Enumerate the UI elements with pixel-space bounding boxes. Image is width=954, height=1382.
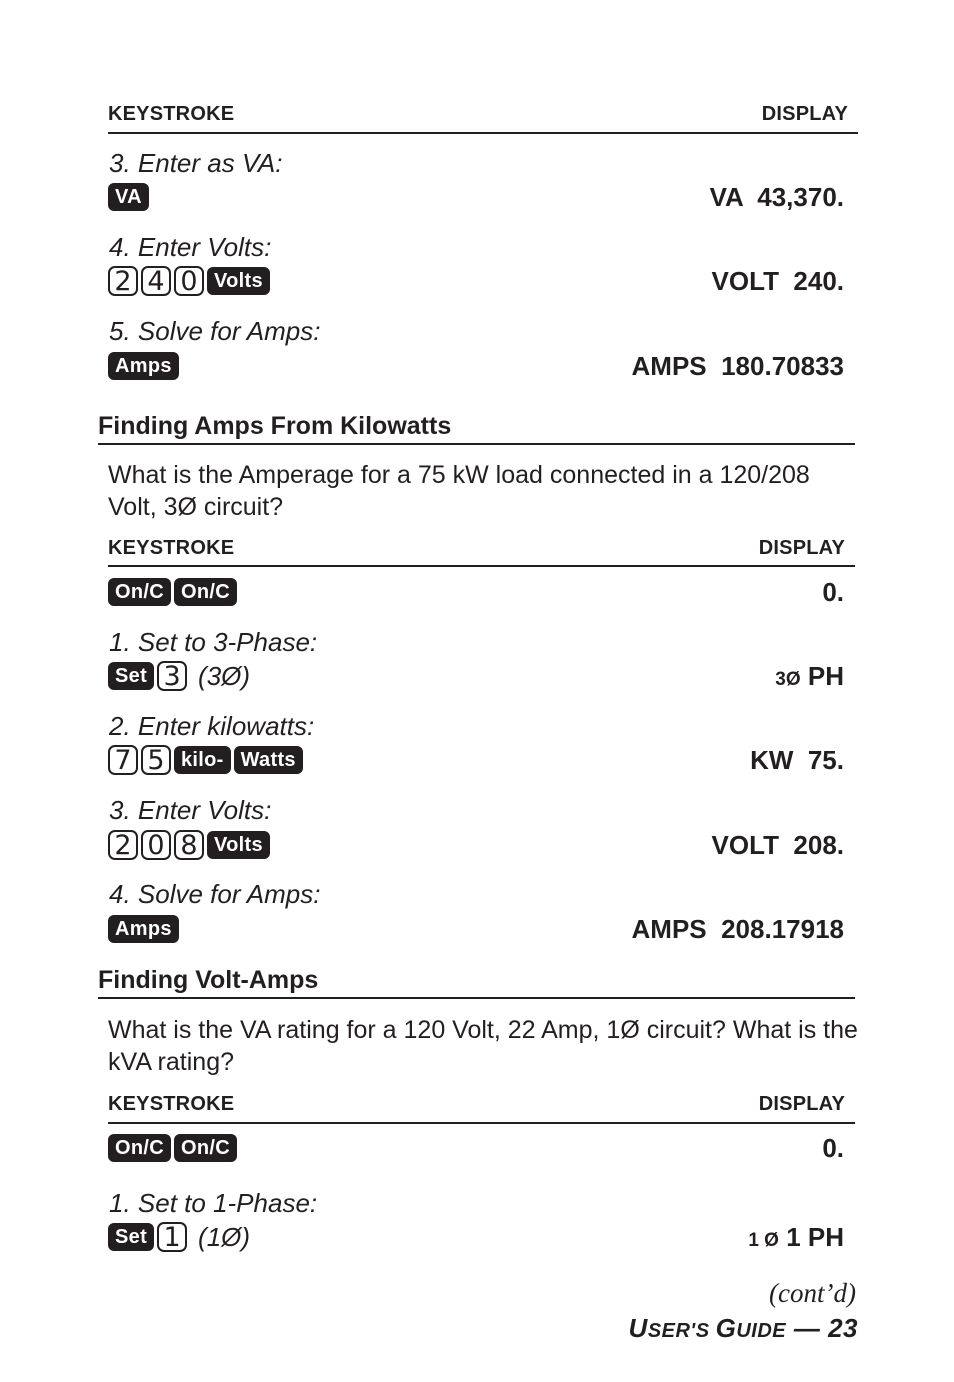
divider (108, 565, 855, 567)
on-c-key: On/C (108, 1134, 171, 1162)
divider (98, 443, 855, 445)
digit-key: 3 (157, 661, 187, 691)
digit-key: 5 (141, 745, 171, 775)
question-text: What is the Amperage for a 75 kW load connected in a 120/208 Volt, 3Ø circuit? (108, 461, 810, 521)
guide-u: U (628, 1313, 648, 1343)
volts-key: Volts (207, 267, 270, 295)
keystroke-label: KEYSTROKE (108, 103, 235, 125)
phase-note: (1Ø) (198, 1221, 251, 1252)
table-header (108, 1093, 845, 1116)
keystroke-row (108, 350, 179, 382)
amps-key: Amps (108, 352, 179, 380)
set-key: Set (108, 1223, 154, 1251)
question-text: What is the VA rating for a 120 Volt, 22 Amp, 1Ø circuit? What is the kVA rating? (108, 1016, 858, 1076)
display-value: 0. (822, 1133, 844, 1163)
guide-uide: UIDE (736, 1320, 787, 1342)
on-c-key: On/C (174, 578, 237, 606)
digit-key: 2 (108, 830, 138, 860)
keystroke-row (108, 1221, 250, 1253)
page-footer (629, 1313, 858, 1344)
guide-g: G (715, 1313, 737, 1343)
display-value: VOLT 208. (711, 830, 844, 860)
keystroke-row (108, 576, 237, 608)
keystroke-row (108, 660, 250, 692)
keystroke-row (108, 181, 149, 213)
digit-key: 0 (174, 266, 204, 296)
step-text: 1. Set to 3-Phase: (109, 627, 318, 657)
display-value (748, 1222, 844, 1256)
table-header (108, 537, 845, 560)
keystroke-row (108, 913, 179, 945)
display-label: DISPLAY (758, 1093, 845, 1115)
digit-key: 8 (174, 830, 204, 860)
digit-key: 1 (157, 1222, 187, 1252)
step-text: 3. Enter Volts: (109, 795, 272, 825)
keystroke-row (108, 265, 270, 297)
volts-key: Volts (207, 831, 270, 859)
digit-key: 7 (108, 745, 138, 775)
keystroke-label: KEYSTROKE (108, 1093, 235, 1115)
keystroke-row (108, 744, 303, 776)
digit-key: 2 (108, 266, 138, 296)
display-value (775, 661, 844, 695)
display-value: KW 75. (750, 745, 844, 775)
section-title: Finding Amps From Kilowatts (98, 412, 452, 440)
digit-key: 4 (141, 266, 171, 296)
display-text: PH (807, 661, 844, 691)
phase-indicator: 3Ø (775, 669, 801, 690)
display-value: AMPS 180.70833 (631, 351, 844, 381)
display-value: AMPS 208.17918 (631, 914, 844, 944)
va-key: VA (108, 183, 149, 211)
watts-key: Watts (234, 746, 303, 774)
guide-ser: SER'S (647, 1320, 716, 1342)
display-value: 0. (822, 577, 844, 607)
display-label: DISPLAY (761, 103, 848, 125)
display-value: VA 43,370. (709, 182, 844, 212)
keystroke-row (108, 829, 270, 861)
phase-note: (3Ø) (198, 660, 251, 691)
display-label: DISPLAY (758, 537, 845, 559)
set-key: Set (108, 662, 154, 690)
divider (98, 997, 855, 999)
divider (108, 1122, 855, 1124)
amps-key: Amps (108, 915, 179, 943)
digit-key: 0 (141, 830, 171, 860)
table-header (108, 103, 848, 126)
step-text: 5. Solve for Amps: (109, 316, 321, 346)
kilo-key: kilo- (174, 746, 231, 774)
step-text: 4. Enter Volts: (109, 232, 272, 262)
display-text: 1 PH (786, 1222, 844, 1252)
step-text: 1. Set to 1-Phase: (109, 1188, 318, 1218)
step-text: 2. Enter kilowatts: (109, 711, 315, 741)
keystroke-label: KEYSTROKE (108, 537, 235, 559)
phase-indicator: 1 Ø (748, 1230, 779, 1251)
keystroke-row (108, 1132, 237, 1164)
section-title: Finding Volt-Amps (98, 966, 319, 994)
page-number: — 23 (786, 1313, 858, 1343)
step-text: 3. Enter as VA: (109, 148, 283, 178)
on-c-key: On/C (108, 578, 171, 606)
on-c-key: On/C (174, 1134, 237, 1162)
display-value: VOLT 240. (711, 266, 844, 296)
step-text: 4. Solve for Amps: (109, 879, 321, 909)
divider (108, 132, 858, 134)
continued-note: (cont’d) (769, 1278, 856, 1308)
